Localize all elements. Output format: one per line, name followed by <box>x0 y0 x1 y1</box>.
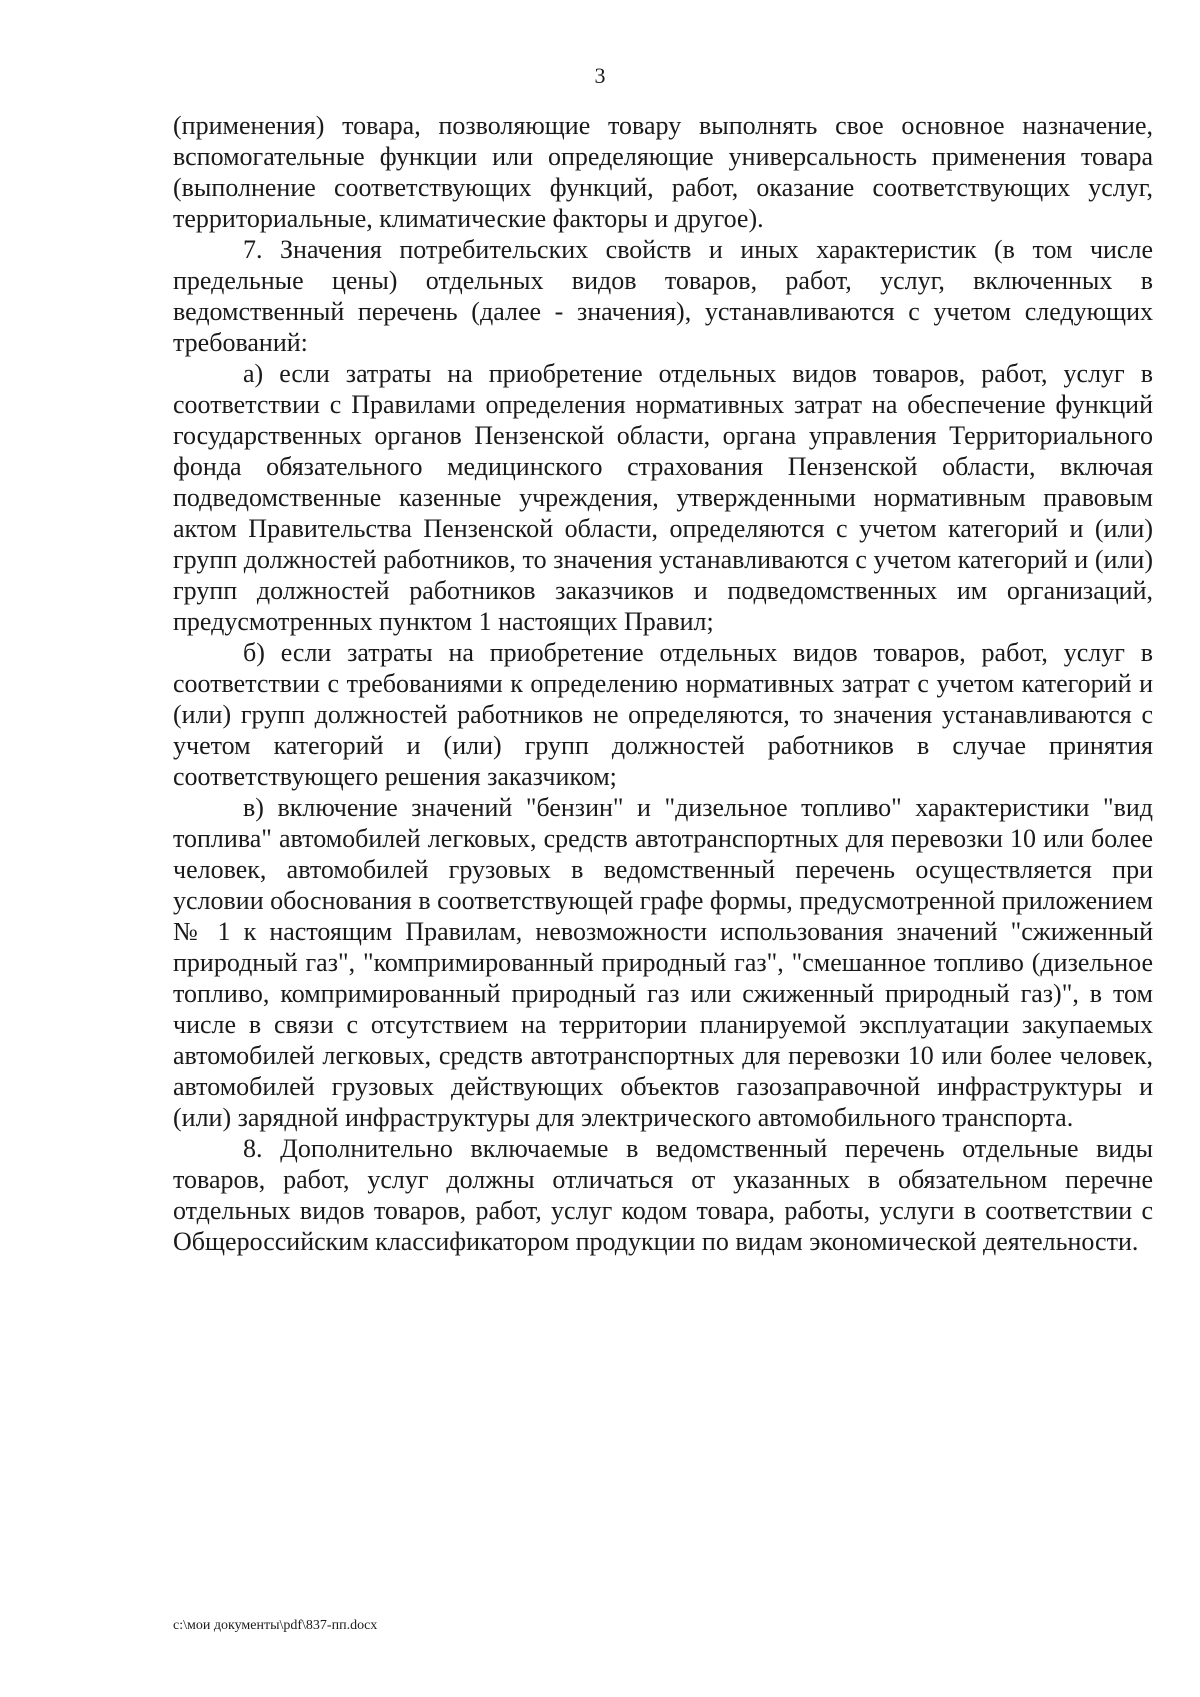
paragraph-continuation: (применения) товара, позволяющие товару выполнять свое основное назначение, вспомогательные функции или определяющие универсальность применения товара (выполнение соответствующих функций, работ, оказание соответствующих услуг, территориальные, климатические факторы и другое). <box>173 111 1153 233</box>
footer-file-path: c:\мои документы\pdf\837-пп.docx <box>173 1618 378 1633</box>
paragraph-subitem-a: а) если затраты на приобретение отдельных видов товаров, работ, услуг в соответствии с Правилами определения нормативных затрат на обеспечение функций государственных органов Пензенской области, органа управления Территориального фонда обязательного медицинского страхования Пензенской области, включая подведомственные казенные учреждения, утвержденными нормативным правовым актом Правительства Пензенской области, определяются с учетом категорий и (или) групп должностей работников, то значения устанавливаются с учетом категорий и (или) групп должностей работников заказчиков и подведомственных им организаций, предусмотренных пунктом 1 настоящих Правил; <box>173 359 1153 636</box>
page-number: 3 <box>594 63 606 88</box>
paragraph-subitem-b: б) если затраты на приобретение отдельных видов товаров, работ, услуг в соответствии с требованиями к определению нормативных затрат с учетом категорий и (или) групп должностей работников не определяются, то значения устанавливаются с учетом категорий и (или) групп должностей работников в случае принятия соответствующего решения заказчиком; <box>173 638 1153 791</box>
paragraph-item-7: 7. Значения потребительских свойств и иных характеристик (в том числе предельные цены) отдельных видов товаров, работ, услуг, включенных в ведомственный перечень (далее - значения), устанавливаются с учетом следующих требований: <box>173 235 1153 357</box>
paragraph-item-8: 8. Дополнительно включаемые в ведомственный перечень отдельные виды товаров, работ, услуг должны отличаться от указанных в обязательном перечне отдельных видов товаров, работ, услуг кодом товара, работы, услуги в соответствии с Общероссийским классификатором продукции по видам экономической деятельности. <box>173 1134 1153 1256</box>
paragraph-subitem-v: в) включение значений "бензин" и "дизельное топливо" характеристики "вид топлива" автомобилей легковых, средств автотранспортных для перевозки 10 или более человек, автомобилей грузовых в ведомственный перечень осуществляется при условии обоснования в соответствующей графе формы, предусмотренной приложением № 1 к настоящим Правилам, невозможности использования значений "сжиженный природный газ", "компримированный природный газ", "смешанное топливо (дизельное топливо, компримированный природный газ или сжиженный природный газ)", в том числе в связи с отсутствием на территории планируемой эксплуатации закупаемых автомобилей легковых, средств автотранспортных для перевозки 10 или более человек, автомобилей грузовых действующих объектов газозаправочной инфраструктуры и (или) зарядной инфраструктуры для электрического автомобильного транспорта. <box>173 793 1153 1132</box>
document-body <box>173 110 1153 1257</box>
